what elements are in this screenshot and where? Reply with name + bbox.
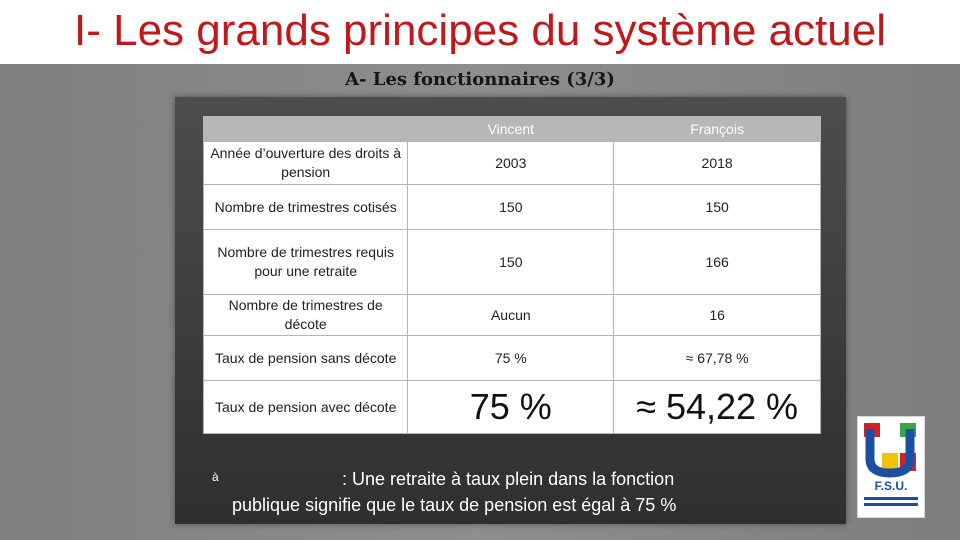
row-label: Année d’ouverture des droits à pension [204, 142, 408, 185]
header-cell-empty [204, 117, 408, 142]
cell-vincent: 75 % [408, 381, 614, 434]
footnote-line-1: : Une retraite à taux plein dans la fonction [342, 469, 675, 489]
note-bullet: à [212, 470, 219, 484]
table-header-row [204, 117, 821, 142]
footnote-line-2: publique signifie que le taux de pension est égal à 75 % [232, 495, 677, 515]
cell-vincent: 150 [408, 185, 614, 230]
cell-vincent: 75 % [408, 336, 614, 381]
row-label: Nombre de trimestres requis pour une retraite [204, 230, 408, 295]
table-row [204, 185, 821, 230]
cell-francois: 166 [614, 230, 821, 295]
fsu-logo-graphic [858, 417, 924, 517]
cell-francois: ≈ 67,78 % [614, 336, 821, 381]
cell-vincent: 2003 [408, 142, 614, 185]
table-row [204, 295, 821, 336]
comparison-table [203, 116, 821, 434]
cell-francois: 16 [614, 295, 821, 336]
slide-title: I- Les grands principes du système actuel [74, 6, 886, 55]
logo-text: F.S.U. [874, 479, 908, 493]
cell-francois: ≈ 54,22 % [614, 381, 821, 434]
row-label: Taux de pension avec décote [204, 381, 408, 434]
cell-vincent: 150 [408, 230, 614, 295]
cell-francois: 150 [614, 185, 821, 230]
header-cell-vincent: Vincent [408, 117, 614, 142]
table-row [204, 142, 821, 185]
footnote [232, 466, 842, 518]
row-label: Nombre de trimestres cotisés [204, 185, 408, 230]
header-cell-francois: François [614, 117, 821, 142]
table-row [204, 336, 821, 381]
slide-subtitle: A- Les fonctionnaires (3/3) [345, 69, 615, 90]
fsu-logo [857, 416, 925, 518]
row-label: Nombre de trimestres de décote [204, 295, 408, 336]
table-row [204, 230, 821, 295]
cell-vincent: Aucun [408, 295, 614, 336]
table-row [204, 381, 821, 434]
row-label: Taux de pension sans décote [204, 336, 408, 381]
cell-francois: 2018 [614, 142, 821, 185]
